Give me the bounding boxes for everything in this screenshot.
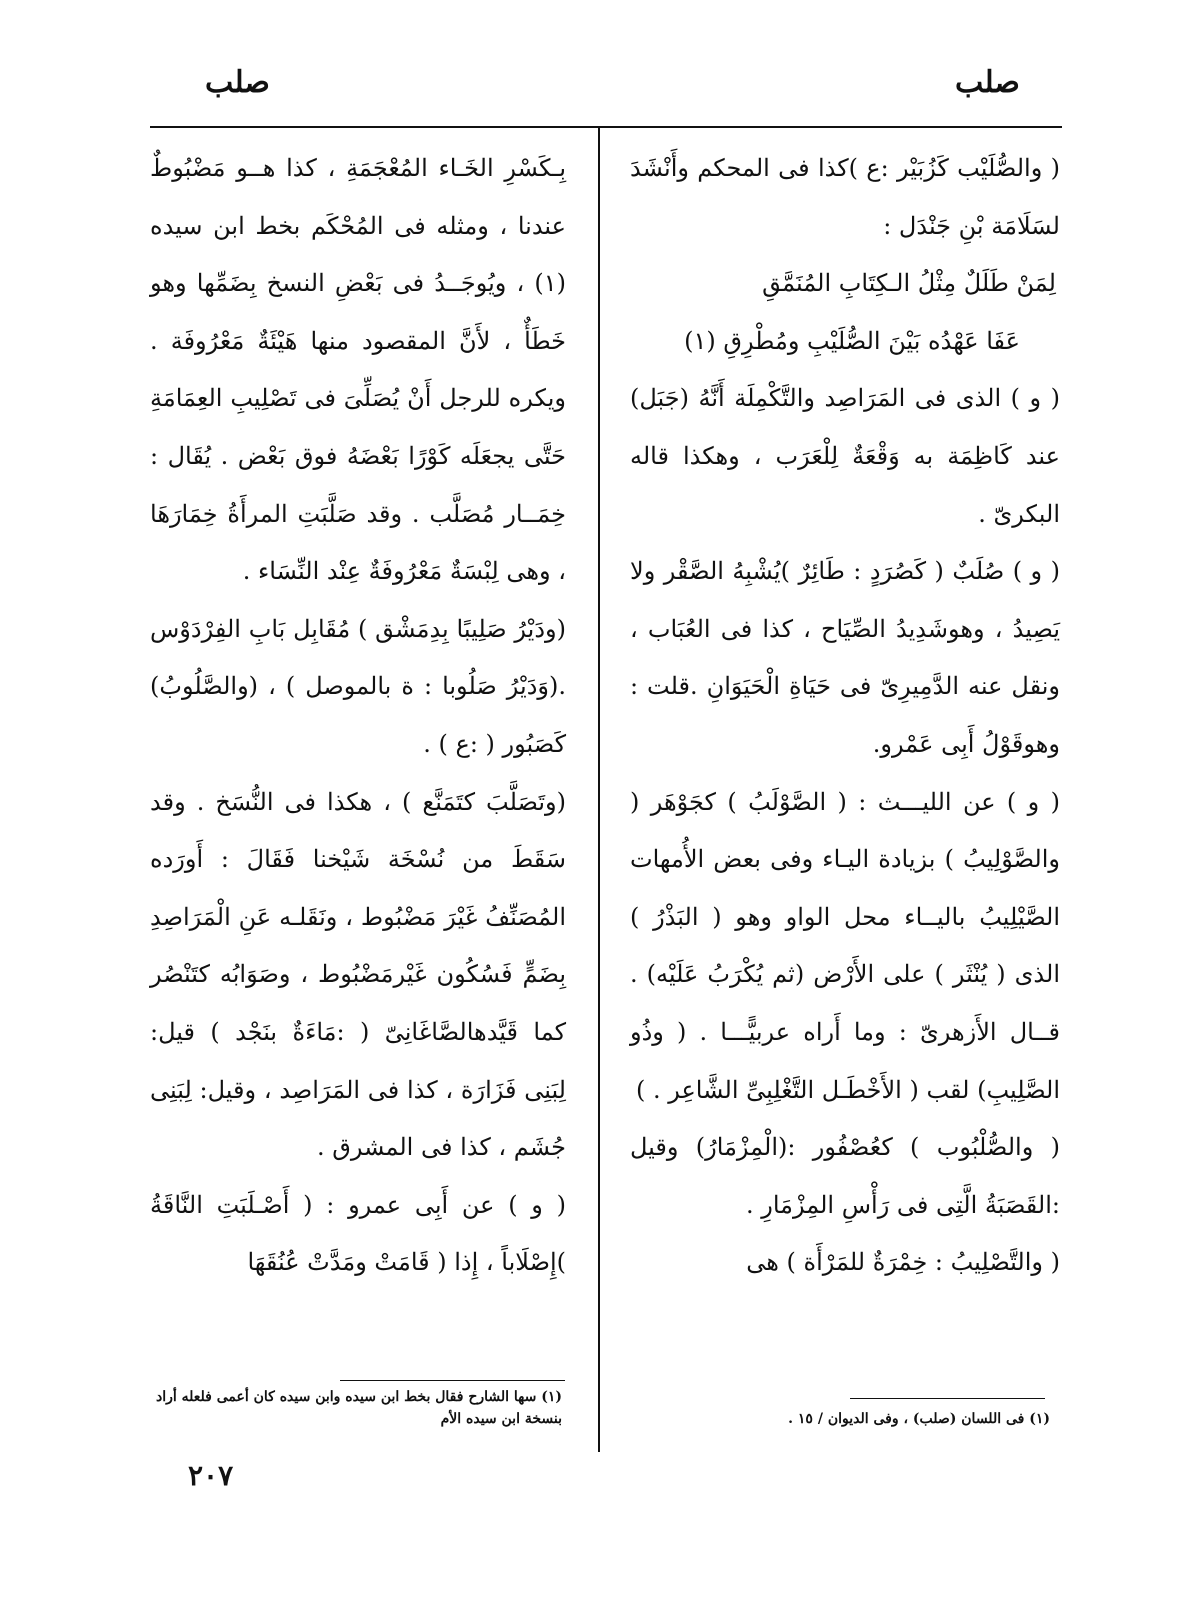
paragraph: ( والصُّلَيْب كَزُبَيْر :ع )كذا فى المحكم وأَنْشَدَ لسَلَامَة بْنِ جَنْدَل :: [630, 154, 1060, 240]
header-rule: [150, 126, 1062, 128]
paragraph: ( و ) صُلَبٌ ( كَصُرَدٍ : طَائِرٌ )يُشْبِهُ الصَّقْر ولا يَصِيدُ ، وهوشَدِيدُ الصِّيَاح ، كذا فى العُبَاب ، ونقل عنه الدَّمِيرِىّ فى حَيَاةِ الْحَيَوَانِ .قلت : وهوقَوْلُ أَبِى عَمْرو.: [630, 557, 1060, 758]
paragraph: (ودَيْرُ صَلِيبًا بِدِمَشْق ) مُقَابِل بَابِ الفِرْدَوْس .(وَدَيْرُ صَلُوبا : ة بالموصل ) ، (والصَّلُوبُ) كَصَبُور ( :ع ) .: [150, 614, 566, 758]
paragraph: (وتَصَلَّبَ كتَمَنَّع ) ، هكذا فى النُّسَخ . وقد سَقَطَ من نُسْخَة شَيْخنا فَقَالَ : أَورَده المُصَنِّفُ غَيْرَ مَضْبُوط ، ونَقَلـه عَنِ الْمَرَاصِدِ بِضَمٍّ فَسُكُون غَيْرمَضْبُوط ، وصَوَابُه كتَنْصُر كما قَيَّدهالصَّاغَانِىّ ( :مَاءَةٌ بنَجْد ) قيل: لِبَنِى فَزَارَة ، كذا فى المَرَاصِد ، وقيل: لِبَنِى جُشَم ، كذا فى المشرق .: [150, 787, 566, 1162]
paragraph: ( و ) عن أَبِى عمرو : ( أَصْـلَبَتِ النَّاقَةُ )إِصْلَاباً ، إِذا ( قَامَتْ ومَدَّتْ عُنُقَهَا: [150, 1190, 566, 1277]
left-column: [150, 140, 566, 1292]
paragraph: ( و ) عن الليـــث : ( الصَّوْلَبُ ) كجَوْهَر ( والصَّوْلِيبُ ) بزيادة اليـاء وفى بعض الأُمهات الصَّيْلِيبُ باليــاء محل الواو وهو ( البَذْرُ ) الذى ( يُنْثَر ) على الأَرْض (ثم يُكْرَبُ عَلَيْه) . قــال الأَزهرىّ : وما أَراه عربيًّـــا . ( وذُو الصَّلِيبِ) لقب ( الأَخْطَـل التَّغْلِبِىِّ الشَّاعِر . ): [630, 787, 1060, 1104]
paragraph: ( والصُّلْبُوب ) كعُصْفُور :(الْمِزْمَارُ) وقيل :القَصَبَةُ الَّتِى فى رَأْسِ المِزْمَارِ .: [630, 1133, 1060, 1219]
footnote-rule-left: [340, 1380, 565, 1381]
paragraph: بِـكَسْرِ الخَـاء المُعْجَمَةِ ، كذا هــو مَضْبُوطٌ عندنا ، ومثله فى المُحْكَم بخط ابن سيده (١) ، ويُوجَــدُ فى بَعْضِ النسخ بِضَمِّها وهو خَطَأٌ ، لأَنَّ المقصود منها هَيْئَةٌ مَعْرُوفَة . ويكره للرجل أَنْ يُصَلِّىَ فى تَصْلِيبِ العِمَامَةِ حَتَّى يجعَلَه كَوْرًا بَعْضَهُ فوق بَعْض . يُقَال : خِمَــار مُصَلَّب . وقد صَلَّبَتِ المرأَةُ خِمَارَهَا ، وهى لِبْسَةٌ مَعْرُوفَةٌ عِنْد النِّسَاء .: [150, 154, 566, 586]
verse-line-2: عَفَا عَهْدُه بَيْنَ الصُّلَيْبِ ومُطْرِقِ (١): [684, 326, 1020, 355]
verse-line-1: لِمَنْ طَلَلٌ مِثْلُ الـكِتَابِ المُنَمَّقِ: [762, 269, 1056, 298]
paragraph: ( والتَّصْلِيبُ : خِمْرَةٌ للمَرْأَة ) هى: [746, 1248, 1060, 1277]
column-divider: [598, 127, 600, 1452]
running-head-right: صلب: [955, 65, 1020, 100]
running-head-left: صلب: [205, 65, 270, 100]
paragraph: ( و ) الذى فى المَرَاصِد والتَّكْمِلَة أَنَّهُ (جَبَل) عند كَاظِمَة به وَقْعَةٌ لِلْعَرَب ، وهكذا قاله البكرىّ .: [630, 384, 1060, 528]
footnote-rule-right: [850, 1398, 1045, 1399]
right-column: [630, 140, 1060, 1292]
page-number: ٢٠٧: [188, 1459, 234, 1492]
footnote-right: (١) فى اللسان (صلب) ، وفى الديوان / ١٥ .: [788, 1411, 1050, 1427]
footnote-left: (١) سها الشارح فقال بخط ابن سيده وابن سيده كان أعمى فلعله أراد بنسخة ابن سيده الأم: [156, 1389, 562, 1427]
